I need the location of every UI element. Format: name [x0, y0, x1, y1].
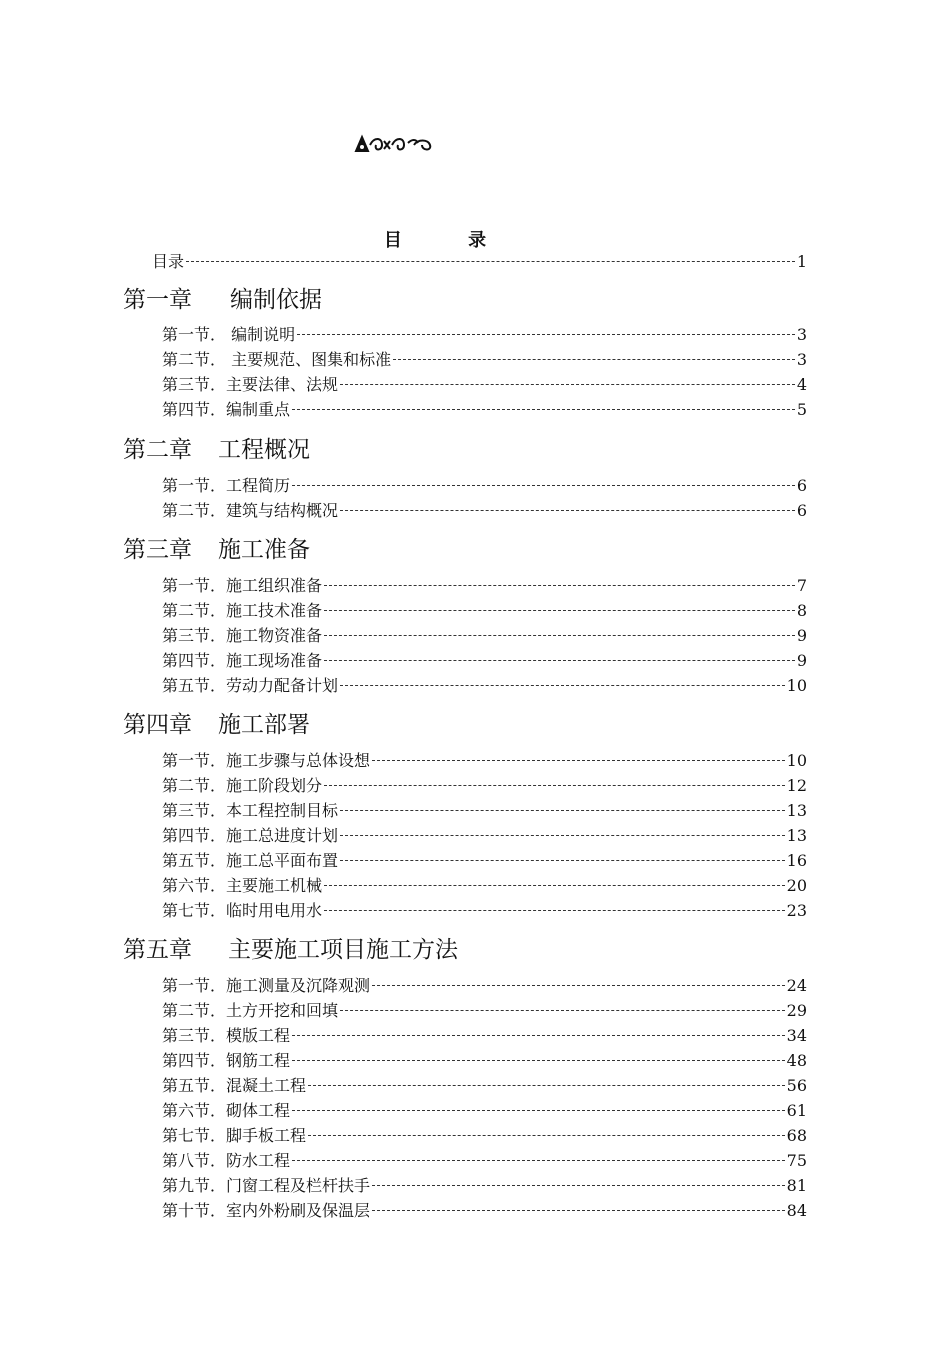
toc-entry-label: 第八节．防水工程 — [162, 1151, 291, 1170]
toc-title: 目 录 — [383, 230, 517, 251]
dot-leader — [292, 1060, 785, 1061]
toc-entry-section[interactable] — [162, 600, 807, 622]
toc-entry-section[interactable] — [162, 800, 807, 822]
toc-entry-label: 第三节．模版工程 — [162, 1026, 291, 1045]
toc-entry-page: 68 — [786, 1126, 807, 1145]
toc-entry-label: 第二节． 主要规范、图集和标准 — [162, 350, 392, 369]
toc-entry-label: 第六节．主要施工机械 — [162, 876, 323, 895]
toc-entry-section[interactable] — [162, 1025, 807, 1047]
chapter-title: 施工准备 — [218, 537, 310, 563]
toc-entry-contents[interactable] — [152, 251, 807, 273]
toc-entry-label: 第二节．施工阶段划分 — [162, 776, 323, 795]
chapter-title: 工程概况 — [218, 437, 310, 463]
toc-entry-page: 84 — [786, 1201, 807, 1220]
dot-leader — [372, 1185, 785, 1186]
toc-entry-page: 3 — [796, 350, 807, 369]
toc-entry-label: 第四节．编制重点 — [162, 400, 291, 419]
chapter-number: 第二章 — [123, 437, 192, 463]
toc-entry-label: 第二节．建筑与结构概况 — [162, 501, 339, 520]
toc-entry-section[interactable] — [162, 875, 807, 897]
toc-entry-section[interactable] — [162, 1075, 807, 1097]
toc-entry-page: 1 — [796, 252, 807, 271]
dot-leader — [372, 760, 785, 761]
toc-entry-page: 10 — [786, 751, 807, 770]
toc-entry-section[interactable] — [162, 975, 807, 997]
toc-entry-label: 第四节．钢筋工程 — [162, 1051, 291, 1070]
chapter-number: 第三章 — [123, 537, 192, 563]
toc-entry-label: 第七节．临时用电用水 — [162, 901, 323, 920]
toc-entry-section[interactable] — [162, 1000, 807, 1022]
dot-leader — [292, 1160, 785, 1161]
toc-entry-page: 56 — [786, 1076, 807, 1095]
dot-leader — [292, 1035, 785, 1036]
toc-entry-section[interactable] — [162, 399, 807, 421]
toc-entry-label: 第六节．砌体工程 — [162, 1101, 291, 1120]
toc-entry-label: 第四节．施工现场准备 — [162, 651, 323, 670]
toc-entry-section[interactable] — [162, 1125, 807, 1147]
toc-entry-page: 5 — [796, 400, 807, 419]
toc-entry-label: 第五节．施工总平面布置 — [162, 851, 339, 870]
toc-entry-label: 第三节．施工物资准备 — [162, 626, 323, 645]
toc-entry-section[interactable] — [162, 775, 807, 797]
toc-entry-label: 第九节．门窗工程及栏杆扶手 — [162, 1176, 371, 1195]
toc-entry-section[interactable] — [162, 750, 807, 772]
chapter-title: 主要施工项目施工方法 — [228, 937, 458, 963]
toc-entry-label: 第十节．室内外粉刷及保温层 — [162, 1201, 371, 1220]
chapter-heading[interactable] — [123, 285, 322, 315]
chapter-title: 施工部署 — [218, 712, 310, 738]
toc-entry-page: 13 — [786, 826, 807, 845]
toc-entry-page: 16 — [786, 851, 807, 870]
dot-leader — [393, 359, 795, 360]
dot-leader — [292, 1110, 785, 1111]
dot-leader — [324, 610, 795, 611]
chapter-heading[interactable] — [123, 435, 310, 465]
dot-leader — [340, 810, 785, 811]
toc-entry-page: 3 — [796, 325, 807, 344]
toc-entry-page: 4 — [796, 375, 807, 394]
dot-leader — [324, 660, 795, 661]
toc-entry-label: 第二节．施工技术准备 — [162, 601, 323, 620]
toc-entry-section[interactable] — [162, 850, 807, 872]
dot-leader — [292, 409, 795, 410]
dot-leader — [186, 261, 795, 262]
dot-leader — [340, 835, 785, 836]
toc-entry-label: 第三节．主要法律、法规 — [162, 375, 339, 394]
toc-entry-page: 24 — [786, 976, 807, 995]
toc-entry-page: 9 — [796, 626, 807, 645]
toc-entry-page: 8 — [796, 601, 807, 620]
toc-entry-label: 第四节．施工总进度计划 — [162, 826, 339, 845]
toc-entry-page: 6 — [796, 501, 807, 520]
chapter-number: 第一章 — [123, 287, 192, 313]
dot-leader — [340, 1010, 785, 1011]
toc-entry-section[interactable] — [162, 475, 807, 497]
toc-entry-page: 12 — [786, 776, 807, 795]
toc-entry-page: 7 — [796, 576, 807, 595]
toc-entry-section[interactable] — [162, 500, 807, 522]
toc-entry-label: 第七节．脚手板工程 — [162, 1126, 307, 1145]
toc-entry-label: 第五节．混凝土工程 — [162, 1076, 307, 1095]
chapter-heading[interactable] — [123, 935, 458, 965]
toc-entry-page: 6 — [796, 476, 807, 495]
toc-entry-label: 第一节． 编制说明 — [162, 325, 296, 344]
toc-entry-page: 13 — [786, 801, 807, 820]
toc-entry-page: 81 — [786, 1176, 807, 1195]
toc-entry-section[interactable] — [162, 625, 807, 647]
toc-entry-section[interactable] — [162, 1200, 807, 1222]
chapter-number: 第四章 — [123, 712, 192, 738]
chapter-number: 第五章 — [123, 937, 192, 963]
toc-entry-label: 第一节．施工组织准备 — [162, 576, 323, 595]
toc-entry-section[interactable] — [162, 1100, 807, 1122]
toc-entry-page: 29 — [786, 1001, 807, 1020]
chapter-title: 编制依据 — [230, 287, 322, 313]
toc-entry-page: 75 — [786, 1151, 807, 1170]
toc-entry-label: 第一节．施工测量及沉降观测 — [162, 976, 371, 995]
toc-entry-page: 34 — [786, 1026, 807, 1045]
toc-entry-section[interactable] — [162, 349, 807, 371]
toc-entry-section[interactable] — [162, 1150, 807, 1172]
toc-entry-section[interactable] — [162, 900, 807, 922]
dot-leader — [308, 1135, 785, 1136]
toc-entry-section[interactable] — [162, 1175, 807, 1197]
toc-entry-label: 第一节．施工步骤与总体设想 — [162, 751, 371, 770]
dot-leader — [308, 1085, 785, 1086]
decorative-ornament-icon — [352, 133, 436, 155]
dot-leader — [324, 885, 785, 886]
toc-entry-label: 第三节．本工程控制目标 — [162, 801, 339, 820]
toc-entry-section[interactable] — [162, 374, 807, 396]
dot-leader — [372, 985, 785, 986]
toc-entry-section[interactable] — [162, 825, 807, 847]
dot-leader — [324, 785, 785, 786]
toc-entry-page: 20 — [786, 876, 807, 895]
chapter-heading[interactable] — [123, 710, 310, 740]
dot-leader — [340, 510, 795, 511]
toc-entry-label: 第一节．工程简历 — [162, 476, 291, 495]
toc-entry-page: 9 — [796, 651, 807, 670]
toc-entry-section[interactable] — [162, 575, 807, 597]
toc-entry-label: 目录 — [152, 252, 185, 271]
toc-entry-section[interactable] — [162, 1050, 807, 1072]
dot-leader — [324, 635, 795, 636]
dot-leader — [340, 384, 795, 385]
toc-entry-page: 61 — [786, 1101, 807, 1120]
dot-leader — [324, 585, 795, 586]
toc-entry-section[interactable] — [162, 324, 807, 346]
dot-leader — [340, 685, 785, 686]
chapter-heading[interactable] — [123, 535, 310, 565]
toc-entry-section[interactable] — [162, 675, 807, 697]
toc-entry-label: 第五节．劳动力配备计划 — [162, 676, 339, 695]
toc-entry-page: 48 — [786, 1051, 807, 1070]
dot-leader — [292, 485, 795, 486]
toc-entry-page: 23 — [786, 901, 807, 920]
toc-entry-section[interactable] — [162, 650, 807, 672]
dot-leader — [324, 910, 785, 911]
dot-leader — [297, 334, 795, 335]
dot-leader — [372, 1210, 785, 1211]
dot-leader — [340, 860, 785, 861]
toc-entry-page: 10 — [786, 676, 807, 695]
toc-entry-label: 第二节．土方开挖和回填 — [162, 1001, 339, 1020]
